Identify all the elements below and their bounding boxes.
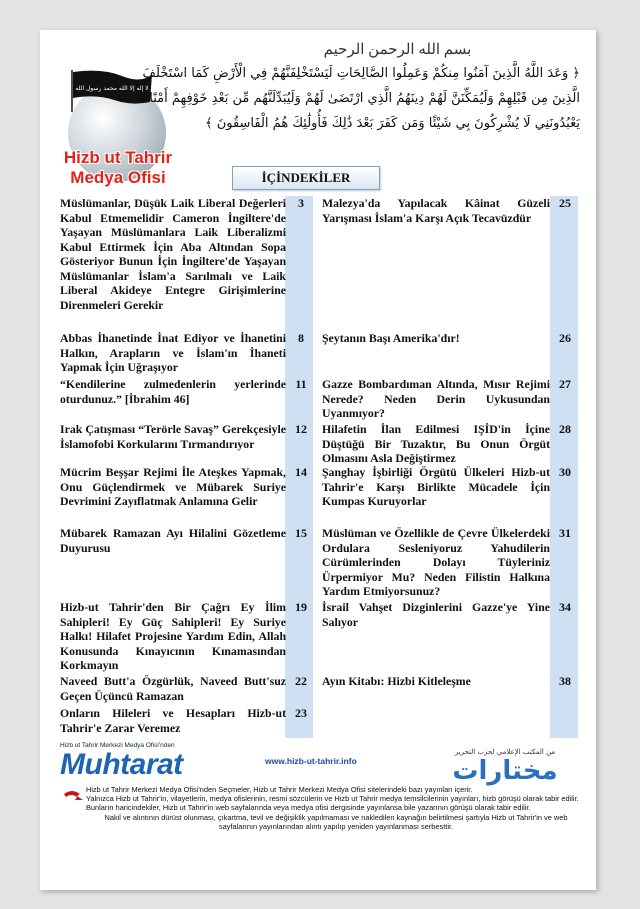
toc-entry[interactable]	[322, 465, 571, 509]
toc-entry-page: 26	[559, 331, 571, 345]
toc-entry[interactable]	[322, 674, 571, 689]
magazine-page	[40, 30, 596, 890]
toc-entry[interactable]	[60, 706, 307, 735]
toc-entry[interactable]	[60, 196, 304, 312]
toc-entry-title: Onların Hileleri ve Hesapları Hizb-ut Tahrir'e Zarar Veremez	[60, 706, 286, 735]
website-link[interactable]: www.hizb-ut-tahrir.info	[265, 756, 357, 766]
toc-entry-title: Gazze Bombardıman Altında, Mısır Rejimi Nerede? Neden Derin Uykusundan Uyanmıyor?	[322, 377, 550, 420]
toc-entry-page: 15	[295, 526, 307, 540]
toc-left-column	[60, 196, 313, 738]
muhtarat-logo	[60, 742, 183, 788]
toc-entry-page: 31	[559, 526, 571, 540]
toc-entry[interactable]	[60, 331, 304, 375]
toc-entry-title: Şeytanın Başı Amerika'dır!	[322, 331, 460, 345]
brand-title: Muhtarat	[60, 748, 183, 781]
toc-entry-page: 22	[295, 674, 307, 688]
disclaimer-line-2: Yalnızca Hizb ut Tahrir'in, vilayetlerin, medya ofislerinin, resmi sözcülerin ve Hizb ut Tahrir medya temsilcilerinin yayınları, hizb görüşü olarak tabir edilir. Bunların haricindekiler, Hizb ut Tahrir'in web sayfalarında veya medya ofisi dergisinde yayınlansa bile yazarının görüşü olarak tabir edilir.	[86, 794, 579, 813]
toc-entry-page: 30	[559, 465, 571, 479]
toc-entry-page: 23	[295, 706, 307, 720]
toc-right-column	[322, 196, 578, 738]
toc-entry[interactable]	[322, 377, 571, 421]
toc-entry[interactable]	[322, 331, 571, 346]
toc-entry-title: Müslümanlar, Düşük Laik Liberal Değerleri Kabul Etmemelidir Cameron İngiltere'de Yaşayan Müslümanlara Laik Liberalizmi Kabul Ettirmek İçin Aba Altından Sopa Gösteriyor Bunun İçin İngiltere'de Yaşayan Müslümanlar İslam'a Sarılmalı ve Laik Liberal Akideye Entegre Girişimlerine Direnmeleri Gerekir	[60, 196, 286, 312]
brand-subtitle: Hizb ut Tahrir Merkezi Medya Ofisi'nden	[60, 742, 175, 749]
toc-entry-page: 38	[559, 674, 571, 688]
toc-entry-page: 12	[295, 422, 307, 436]
toc-entry-page: 11	[295, 377, 307, 391]
toc-entry[interactable]	[60, 465, 307, 509]
toc-entry[interactable]	[60, 526, 307, 555]
arabic-muhtarat-logo	[440, 748, 570, 790]
toc-entry-page: 25	[559, 196, 571, 210]
toc-entry-title: Irak Çatışması “Terörle Savaş” Gerekçesiyle İslamofobi Korkularını Tırmandırıyor	[60, 422, 286, 451]
disclaimer-text	[86, 785, 586, 831]
toc-entry-title: Abbas İhanetinde İnat Ediyor ve İhanetini Halkın, Arapların ve İslam'ın İhaneti Yapmak İçin Uğraşıyor	[60, 331, 286, 374]
toc-entry[interactable]	[60, 422, 307, 451]
red-arrow-icon	[62, 788, 84, 806]
toc-entry-title: Hizb-ut Tahrir'den Bir Çağrı Ey İlim Sahipleri! Ey Güç Sahipleri! Ey Suriye Halkı! Hilafet Projesine Yardım Edin, Allah Konusunda Kınayıcının Kınamasından Korkmayın	[60, 600, 286, 672]
toc-heading: İÇİNDEKİLER	[232, 166, 380, 190]
toc-entry[interactable]	[60, 600, 307, 673]
toc-entry[interactable]	[322, 526, 571, 599]
table-of-contents	[60, 196, 578, 738]
flag-text: لا إله إلا الله محمد رسول الله	[75, 85, 149, 92]
toc-entry-title: “Kendilerine zulmedenlerin yerlerinde oturdunuz.” [İbrahim 46]	[60, 377, 286, 406]
toc-entry-title: Mücrim Beşşar Rejimi İle Ateşkes Yapmak, Onu Güçlendirmek ve Mübarek Suriye Devrimini Zayıflatmak Anlamına Gelir	[60, 465, 286, 508]
toc-entry[interactable]	[322, 600, 571, 629]
quran-verse	[142, 40, 580, 160]
toc-entry-page: 34	[559, 600, 571, 614]
toc-entry-page: 8	[298, 331, 304, 345]
toc-entry-title: Şanghay İşbirliği Örgütü Ülkeleri Hizb-ut Tahrir'e Karşı Birlikte Mücadele İçin Kumpas Kuruyorlar	[322, 465, 550, 508]
toc-entry[interactable]	[60, 674, 307, 703]
toc-entry-page: 28	[559, 422, 571, 436]
toc-entry-title: Naveed Butt'a Özgürlük, Naveed Butt'suz Geçen Üçüncü Ramazan	[60, 674, 286, 703]
logo-text-line1: Hizb ut Tahrir	[63, 148, 173, 167]
bismillah: بسم الله الرحمن الرحيم	[323, 42, 472, 58]
toc-entry-title: Müslüman ve Özellikle de Çevre Ülkelerdeki Ordulara Sesleniyoruz Yahudilerin Cürümlerinden Dolayı Tüyleriniz Ürpermiyor Mu? Neden Filistin Halkına Yardım Etmiyorsunuz?	[322, 526, 550, 598]
toc-entry-page: 3	[298, 196, 304, 210]
verse-line-1: ﴿ وَعَدَ اللَّهُ الَّذِينَ آمَنُوا مِنكُمْ وَعَمِلُوا الصَّالِحَاتِ لَيَسْتَخْلِفَنَّهُمْ فِي الْأَرْضِ كَمَا اسْتَخْلَفَ	[142, 66, 580, 81]
toc-entry-title: Ayın Kitabı: Hizbi Kitleleşme	[322, 674, 471, 688]
toc-entry-page: 19	[295, 600, 307, 614]
toc-entry[interactable]	[322, 422, 571, 466]
toc-entry-title: Hilafetin İlan Edilmesi IŞİD'in İçine Düştüğü Bir Tuzaktır, Bu Onun Örgüt Olmasını Asla Değiştirmez	[322, 422, 550, 465]
verse-line-3: يَعْبُدُونَنِي لَا يُشْرِكُونَ بِي شَيْئًا وَمَن كَفَرَ بَعْدَ ذَٰلِكَ فَأُولَٰئِكَ هُمُ الْفَاسِقُونَ ﴾	[204, 116, 580, 131]
disclaimer-line-3: Nakil ve alıntının dürüst olunması, çıkartma, tevil ve değişiklik yapılmaması ve nakledilen kaynağın belirtilmesi şartıyla Hizb ut Tahrir'in ve web sayfalarının yayınlarından alıntı yapılıp yeniden yayınlanması serbesttir.	[104, 812, 568, 831]
arabic-brand-title: مختارات	[452, 756, 558, 786]
toc-entry-title: Mübarek Ramazan Ayı Hilalini Gözetleme Duyurusu	[60, 526, 286, 555]
arabic-brand-subtitle: من المكتب الإعلامي لحزب التحرير	[454, 748, 556, 756]
verse-line-2: الَّذِينَ مِن قَبْلِهِمْ وَلَيُمَكِّنَنَّ لَهُمْ دِينَهُمُ الَّذِي ارْتَضَىٰ لَهُمْ وَلَيُبَدِّلَنَّهُم مِّن بَعْدِ خَوْفِهِمْ أَمْنًا	[149, 91, 580, 106]
logo-text-line2: Medya Ofisi	[70, 168, 166, 187]
black-flag-icon	[62, 68, 154, 112]
toc-entry-page: 27	[559, 377, 571, 391]
disclaimer-line-1: Hizb ut Tahrir Merkezi Medya Ofisi'nden Seçmeler, Hizb ut Tahrir Merkezi Medya Ofisi sitelerindeki bazı yayınları içerir.	[86, 785, 473, 794]
toc-entry-title: Malezya'da Yapılacak Kâinat Güzeli Yarışması İslam'a Karşı Açık Tecavüzdür	[322, 196, 550, 225]
toc-entry-page: 14	[295, 465, 307, 479]
toc-entry[interactable]	[60, 377, 307, 406]
toc-entry-title: İsrail Vahşet Dizginlerini Gazze'ye Yine Salıyor	[322, 600, 550, 629]
toc-entry[interactable]	[322, 196, 571, 225]
